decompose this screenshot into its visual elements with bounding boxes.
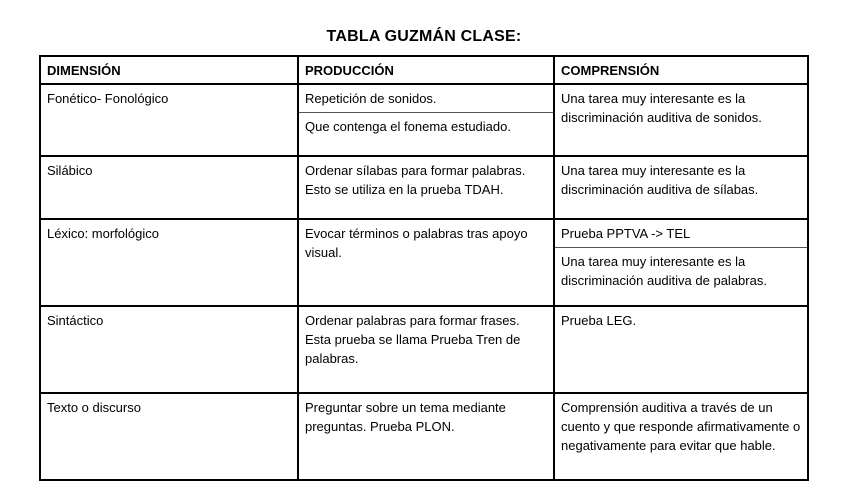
cell-comprension bbox=[553, 220, 807, 305]
table-row-sintactico bbox=[41, 305, 807, 392]
header-produccion: PRODUCCIÓN bbox=[297, 57, 553, 83]
cell-comprension: Una tarea muy interesante es la discriminación auditiva de sonidos. bbox=[553, 85, 807, 155]
cell-subitem: Repetición de sonidos. bbox=[305, 91, 437, 106]
table-header-row bbox=[41, 57, 807, 83]
cell-comprension: Comprensión auditiva a través de un cuento y que responde afirmativamente o negativamente para evitar que hable. bbox=[553, 394, 807, 479]
cell-subitem: Una tarea muy interesante es la discriminación auditiva de palabras. bbox=[555, 247, 807, 294]
cell-comprension: Una tarea muy interesante es la discriminación auditiva de sílabas. bbox=[553, 157, 807, 218]
cell-subitem: Que contenga el fonema estudiado. bbox=[299, 112, 553, 140]
cell-dimension: Léxico: morfológico bbox=[47, 226, 159, 241]
cell-produccion: Preguntar sobre un tema mediante preguntas. Prueba PLON. bbox=[297, 394, 553, 479]
cell-dimension: Texto o discurso bbox=[47, 400, 141, 415]
cell-dimension: Silábico bbox=[47, 163, 93, 178]
header-comprension: COMPRENSIÓN bbox=[553, 57, 807, 83]
table-row-lexico bbox=[41, 218, 807, 305]
cell-subitem: Prueba PPTVA -> TEL bbox=[561, 226, 691, 241]
document-title: TABLA GUZMÁN CLASE: bbox=[326, 28, 522, 45]
cell-produccion: Ordenar palabras para formar frases. Esta prueba se llama Prueba Tren de palabras. bbox=[297, 307, 553, 392]
table-row-texto bbox=[41, 392, 807, 479]
table-row-silabico bbox=[41, 155, 807, 218]
cell-comprension: Prueba LEG. bbox=[553, 307, 807, 392]
guzman-table bbox=[39, 55, 809, 481]
cell-produccion: Ordenar sílabas para formar palabras. Esto se utiliza en la prueba TDAH. bbox=[297, 157, 553, 218]
table-row-fonetico bbox=[41, 83, 807, 155]
cell-produccion: Evocar términos o palabras tras apoyo visual. bbox=[297, 220, 553, 305]
cell-dimension: Sintáctico bbox=[47, 313, 104, 328]
cell-dimension: Fonético- Fonológico bbox=[47, 91, 169, 106]
header-dimension: DIMENSIÓN bbox=[47, 63, 121, 78]
cell-produccion bbox=[297, 85, 553, 155]
